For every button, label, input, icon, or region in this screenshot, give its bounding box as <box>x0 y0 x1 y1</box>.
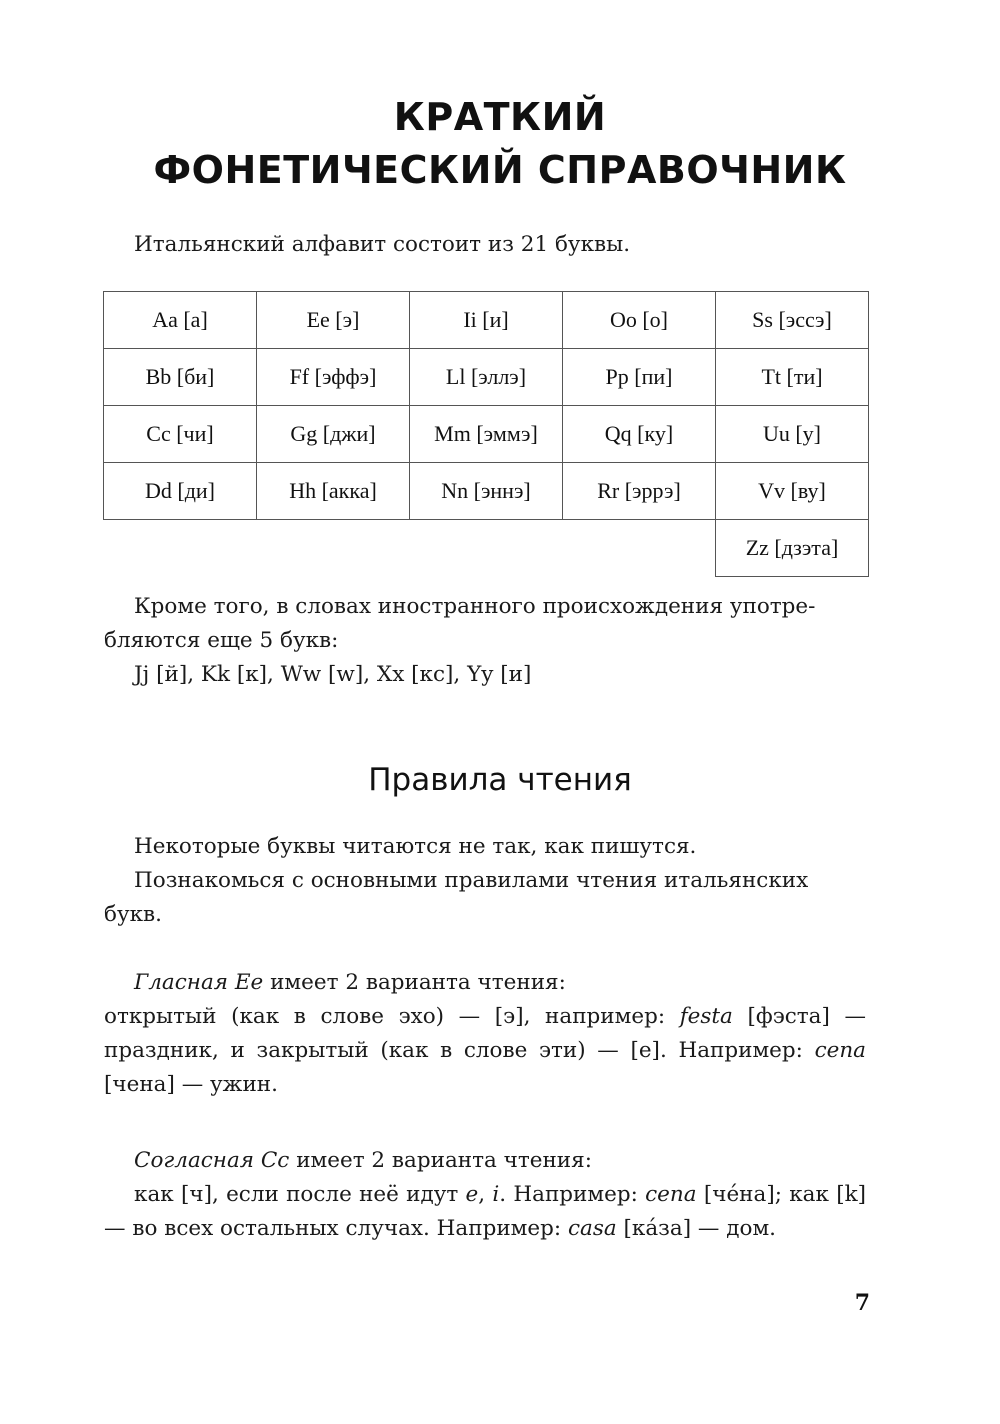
consonant-c-heading <box>104 1144 866 1178</box>
rule-text: открытый (как в слове эхо) — [э], например: <box>104 1004 680 1029</box>
alphabet-cell: Bb [би] <box>104 349 257 406</box>
consonant-c-rule <box>104 1144 866 1246</box>
consonant-c-text <box>104 1178 866 1246</box>
alphabet-cell: Ii [и] <box>410 292 563 349</box>
alphabet-cell: Hh [акка] <box>257 463 410 520</box>
vowel-e-heading <box>104 966 866 1000</box>
rule-text: [чена] — ужин. <box>104 1072 278 1097</box>
rule-text: как [ч], если после неё идут <box>134 1182 466 1207</box>
consonant-c-label: Согласная Cc <box>134 1148 290 1173</box>
alphabet-cell: Zz [дзэта] <box>716 520 869 577</box>
example-word: casa <box>567 1216 617 1241</box>
extra-line-2: бляются еще 5 букв: <box>104 628 339 653</box>
table-row <box>104 292 869 349</box>
extra-line-1: Кроме того, в словах иностранного происхождения употре- <box>134 594 816 619</box>
table-row <box>104 520 869 577</box>
empty-cell <box>410 520 563 577</box>
alphabet-cell: Gg [джи] <box>257 406 410 463</box>
example-word: festa <box>679 1004 733 1029</box>
alphabet-cell: Dd [ди] <box>104 463 257 520</box>
empty-cell <box>257 520 410 577</box>
consonant-c-heading-text: имеет 2 варианта чтения: <box>289 1148 592 1173</box>
alphabet-cell: Rr [эррэ] <box>563 463 716 520</box>
page-number: 7 <box>854 1290 870 1316</box>
example-word: cena <box>814 1038 866 1063</box>
empty-cell <box>563 520 716 577</box>
rule-text: , <box>478 1182 493 1207</box>
alphabet-cell: Vv [ву] <box>716 463 869 520</box>
example-letter: e <box>465 1182 479 1207</box>
alphabet-cell: Qq [ку] <box>563 406 716 463</box>
rule-text: [ка́за] — дом. <box>616 1216 777 1241</box>
alphabet-table <box>103 291 869 577</box>
alphabet-cell: Uu [у] <box>716 406 869 463</box>
alphabet-cell: Ff [эффэ] <box>257 349 410 406</box>
table-row <box>104 406 869 463</box>
example-word: cena <box>645 1182 697 1207</box>
empty-cell <box>104 520 257 577</box>
rule-text: . Например: <box>499 1182 646 1207</box>
alphabet-cell: Ss [эссэ] <box>716 292 869 349</box>
table-row <box>104 463 869 520</box>
example-letter: i <box>492 1182 500 1207</box>
vowel-e-rule <box>104 966 866 1102</box>
alphabet-cell: Aa [a] <box>104 292 257 349</box>
rules-intro-line-2: Познакомься с основными правилами чтения итальянских букв. <box>104 868 809 927</box>
vowel-e-label: Гласная Ee <box>134 970 264 995</box>
alphabet-cell: Ll [эллэ] <box>410 349 563 406</box>
rule-text: [фэста] — праздник, и закрытый (как в слове эти) — [e]. Например: <box>104 1004 866 1063</box>
alphabet-cell: Oo [o] <box>563 292 716 349</box>
alphabet-cell: Mm [эммэ] <box>410 406 563 463</box>
vowel-e-text <box>104 1000 866 1102</box>
page-title-line-1: КРАТКИЙ <box>393 95 607 139</box>
section-title: Правила чтения <box>368 762 632 798</box>
alphabet-cell: Tt [ти] <box>716 349 869 406</box>
alphabet-cell: Ee [э] <box>257 292 410 349</box>
alphabet-cell: Cc [чи] <box>104 406 257 463</box>
alphabet-cell: Nn [эннэ] <box>410 463 563 520</box>
page-title-line-2: ФОНЕТИЧЕСКИЙ СПРАВОЧНИК <box>153 148 847 192</box>
rule-text: [че́на]; как [k] — во всех остальных случах. Например: <box>104 1182 866 1241</box>
rules-intro-line-1: Некоторые буквы читаются не так, как пишутся. <box>134 834 697 859</box>
rules-intro <box>104 830 866 932</box>
vowel-e-heading-text: имеет 2 варианта чтения: <box>263 970 566 995</box>
extra-letters-list: Jj [й], Kk [к], Ww [w], Xx [кс], Yy [и] <box>134 662 532 687</box>
alphabet-intro: Итальянский алфавит состоит из 21 буквы. <box>134 232 631 257</box>
alphabet-cell: Pp [пи] <box>563 349 716 406</box>
table-row <box>104 349 869 406</box>
extra-letters-paragraph <box>104 590 866 692</box>
